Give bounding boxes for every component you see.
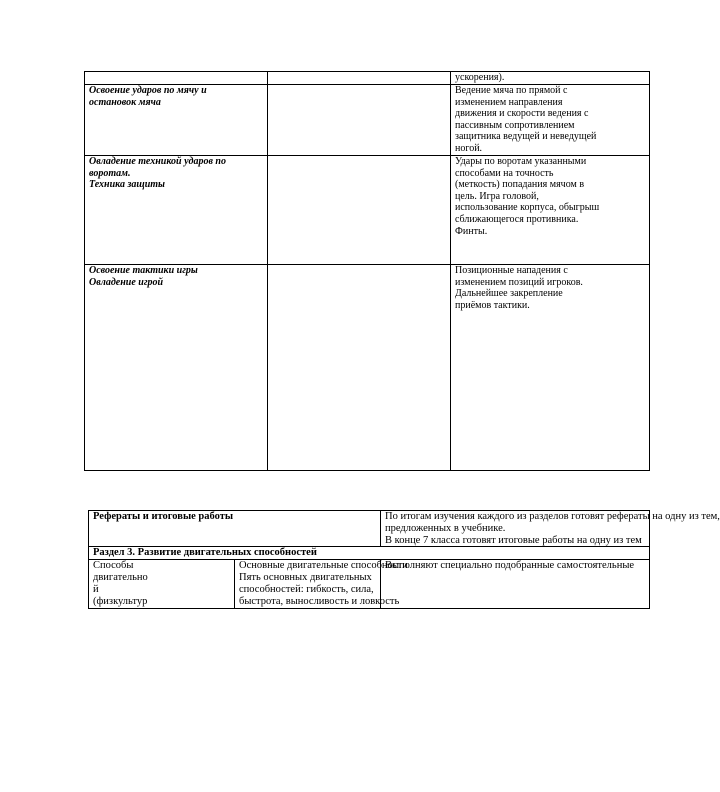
- description-line: Удары по воротам указанными: [455, 156, 587, 167]
- reports-description-cell: [381, 511, 720, 547]
- table-row: [89, 547, 650, 560]
- topic-line: Освоение тактики игры: [89, 265, 198, 276]
- cell-line: Пять основных двигательных: [239, 572, 372, 584]
- abilities-cell: [235, 560, 408, 608]
- table-row: [89, 560, 650, 608]
- table-row: [85, 265, 650, 471]
- topic-cell: [85, 72, 268, 85]
- description-cell: [451, 156, 650, 265]
- empty-cell: [268, 85, 451, 156]
- section-header-cell: [89, 547, 650, 560]
- topic-cell: [85, 85, 268, 156]
- empty-cell: [268, 72, 451, 85]
- description-line: предложенных в учебнике.: [385, 522, 506, 534]
- description-line: изменением направления: [455, 96, 563, 108]
- topic-cell: [85, 265, 268, 471]
- empty-cell: [268, 265, 451, 471]
- methods-cell: [89, 560, 235, 608]
- description-line: способами на точность: [455, 167, 554, 179]
- description-line: (меткость) попадания мячом в: [455, 179, 585, 191]
- description-line: Финты.: [455, 225, 488, 237]
- cell-line: Основные двигательные способности: [239, 560, 408, 572]
- description-cell: [451, 265, 650, 471]
- topic-line: Техника защиты: [89, 179, 165, 191]
- summary-table: [88, 510, 720, 609]
- cell-line: Выполняют специально подобранные самостоятельные: [385, 560, 635, 572]
- topic-line: Овладение игрой: [89, 276, 164, 288]
- empty-cell: [268, 156, 451, 265]
- description-line: ускорения).: [455, 72, 505, 83]
- description-line: сближающегося противника.: [455, 213, 579, 225]
- table-row: [85, 156, 650, 265]
- section-header: Раздел 3. Развитие двигательных способностей: [93, 547, 317, 559]
- cell-line: (физкультур: [93, 595, 148, 607]
- table-row: [89, 511, 650, 547]
- topic-line: остановок мяча: [89, 96, 161, 108]
- description-line: изменением позиций игроков.: [455, 276, 583, 288]
- reports-label-cell: [89, 511, 381, 547]
- description-line: ногой.: [455, 142, 483, 154]
- cell-line: способностей: гибкость, сила,: [239, 583, 374, 595]
- cell-line: Способы: [93, 560, 134, 572]
- description-line: Позиционные нападения с: [455, 265, 568, 276]
- description-cell: [451, 85, 650, 156]
- table-row: [85, 72, 650, 85]
- cell-line: й: [93, 583, 99, 595]
- description-line: По итогам изучения каждого из разделов готовят рефераты на одну из тем,: [385, 511, 720, 522]
- reports-label: Рефераты и итоговые работы: [93, 511, 234, 522]
- topic-line: Освоение ударов по мячу и: [89, 85, 207, 96]
- description-line: Дальнейшее закрепление: [455, 288, 563, 300]
- description-line: приёмов тактики.: [455, 299, 530, 311]
- cell-line: быстрота, выносливость и ловкость: [239, 595, 400, 607]
- description-cell: [451, 72, 650, 85]
- table-row: [85, 85, 650, 156]
- description-line: цель. Игра головой,: [455, 190, 539, 202]
- cell-line: двигательно: [93, 572, 148, 584]
- topic-line: воротам.: [89, 167, 131, 179]
- description-line: пассивным сопротивлением: [455, 119, 575, 131]
- description-line: Ведение мяча по прямой с: [455, 85, 568, 96]
- description-line: В конце 7 класса готовят итоговые работы на одну из тем: [385, 534, 642, 546]
- topic-cell: [85, 156, 268, 265]
- activity-table: [84, 71, 650, 471]
- description-line: защитника ведущей и неведущей: [455, 131, 597, 143]
- description-line: движения и скорости ведения с: [455, 108, 589, 120]
- description-line: использование корпуса, обыгрыш: [455, 202, 600, 214]
- topic-line: Овладение техникой ударов по: [89, 156, 226, 167]
- activity-cell: [381, 560, 650, 608]
